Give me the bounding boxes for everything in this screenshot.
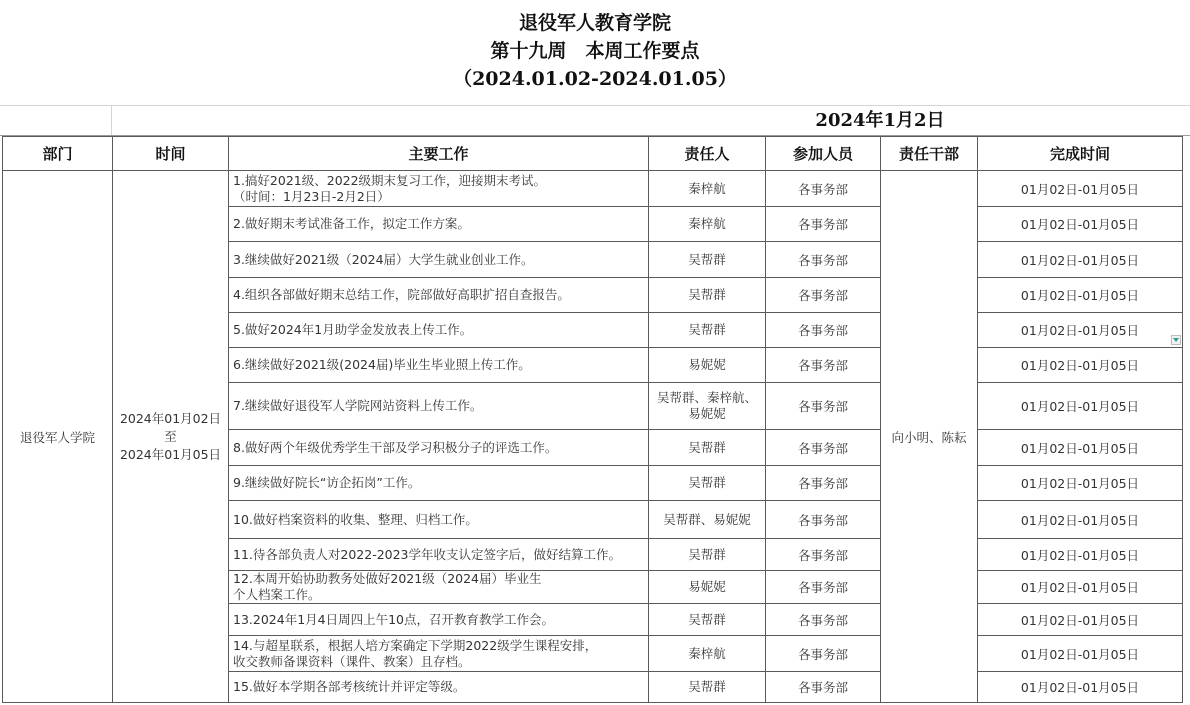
responsible-text: 吴帮群 <box>688 287 726 302</box>
responsible-cell[interactable] <box>649 539 766 571</box>
completion-cell[interactable] <box>978 571 1183 604</box>
responsible-cell[interactable] <box>649 430 766 466</box>
completion-text: 01月02日-01月05日 <box>1020 252 1140 268</box>
task-text: 5.做好2024年1月助学金发放表上传工作。 <box>233 322 473 337</box>
title-week: 第十九周 本周工作要点 <box>490 40 700 62</box>
header-row <box>3 137 1183 171</box>
responsible-text: 吴帮群、易妮妮 <box>663 511 751 527</box>
responsible-cell[interactable] <box>649 604 766 636</box>
task-text: 7.继续做好退役军人学院网站资料上传工作。 <box>233 398 483 413</box>
completion-text: 01月02日-01月05日 <box>1020 288 1140 303</box>
participants-cell[interactable]: 各事务部 <box>766 466 881 501</box>
responsible-cell[interactable] <box>649 672 766 703</box>
completion-cell[interactable] <box>978 636 1183 672</box>
responsible-cell[interactable] <box>649 466 766 501</box>
responsible-text: 吴帮群 <box>688 475 726 490</box>
participants-cell[interactable]: 各事务部 <box>766 430 881 466</box>
task-text: 6.继续做好2021级(2024届)毕业生毕业照上传工作。 <box>233 357 531 372</box>
completion-text: 01月02日-01月05日 <box>1020 399 1140 414</box>
time-cell[interactable] <box>113 171 229 703</box>
task-cell[interactable] <box>229 539 649 571</box>
participants-cell[interactable]: 各事务部 <box>766 171 881 207</box>
completion-text: 01月02日-01月05日 <box>1020 680 1140 695</box>
title-block <box>0 0 1190 106</box>
header-participants[interactable]: 参加人员 <box>766 137 881 171</box>
participants-cell[interactable]: 各事务部 <box>766 672 881 703</box>
participants-cell[interactable]: 各事务部 <box>766 278 881 313</box>
dept-cell[interactable]: 退役军人学院 <box>3 171 113 703</box>
task-text: 4.组织各部做好期末总结工作，院部做好高职扩招自查报告。 <box>233 287 570 302</box>
responsible-text: 吴帮群 <box>688 322 726 337</box>
completion-cell[interactable] <box>978 242 1183 278</box>
completion-text: 01月02日-01月05日 <box>1020 476 1140 491</box>
date-row <box>0 106 1190 136</box>
completion-cell[interactable] <box>978 278 1183 313</box>
task-cell[interactable] <box>229 313 649 348</box>
completion-cell[interactable] <box>978 430 1183 466</box>
task-cell[interactable] <box>229 348 649 383</box>
task-text: 9.继续做好院长“访企拓岗”工作。 <box>233 475 421 490</box>
participants-cell[interactable]: 各事务部 <box>766 501 881 539</box>
participants-cell[interactable]: 各事务部 <box>766 348 881 383</box>
task-cell[interactable] <box>229 278 649 313</box>
completion-text: 01月02日-01月05日 <box>1020 612 1140 628</box>
header-dept[interactable]: 部门 <box>3 137 113 171</box>
responsible-text: 秦梓航 <box>688 216 726 231</box>
responsible-cell[interactable] <box>649 636 766 672</box>
responsible-cell[interactable] <box>649 501 766 539</box>
responsible-text: 吴帮群 <box>688 611 726 627</box>
responsible-cell[interactable] <box>649 383 766 430</box>
task-text: 8.做好两个年级优秀学生干部及学习积极分子的评选工作。 <box>233 439 558 455</box>
responsible-text: 吴帮群 <box>688 546 726 562</box>
completion-text: 01月02日-01月05日 <box>1020 358 1140 373</box>
participants-cell[interactable]: 各事务部 <box>766 383 881 430</box>
responsible-cell[interactable] <box>649 207 766 242</box>
report-date[interactable]: 2024年1月2日 <box>815 110 945 131</box>
completion-text: 01月02日-01月05日 <box>1020 323 1140 338</box>
participants-cell[interactable]: 各事务部 <box>766 636 881 672</box>
task-text-line2: 收交教师备课资料（课件、教案）且存档。 <box>233 653 471 669</box>
responsible-cell[interactable] <box>649 313 766 348</box>
task-cell[interactable] <box>229 242 649 278</box>
header-task[interactable]: 主要工作 <box>229 137 649 171</box>
responsible-cell[interactable] <box>649 242 766 278</box>
task-cell[interactable] <box>229 171 649 207</box>
task-text: 14.与超星联系，根据人培方案确定下学期2022级学生课程安排， <box>233 637 598 653</box>
completion-cell[interactable] <box>978 348 1183 383</box>
task-text: 2.做好期末考试准备工作，拟定工作方案。 <box>233 216 470 231</box>
dropdown-arrow-icon[interactable] <box>1171 335 1181 345</box>
task-cell[interactable] <box>229 672 649 703</box>
header-responsible[interactable]: 责任人 <box>649 137 766 171</box>
responsible-text: 秦梓航 <box>688 645 726 661</box>
responsible-text: 易妮妮 <box>688 579 726 594</box>
responsible-text: 易妮妮 <box>688 357 726 372</box>
task-text-line2: （时间：1月23日-2月2日） <box>233 188 390 204</box>
task-cell[interactable] <box>229 430 649 466</box>
responsible-text: 吴帮群 <box>688 251 726 267</box>
header-time[interactable]: 时间 <box>113 137 229 171</box>
completion-cell[interactable] <box>978 501 1183 539</box>
completion-cell[interactable] <box>978 383 1183 430</box>
responsible-text: 吴帮群、秦梓航、 <box>656 390 757 405</box>
completion-text: 01月02日-01月05日 <box>1020 181 1140 197</box>
responsible-cell[interactable] <box>649 571 766 604</box>
task-cell[interactable] <box>229 604 649 636</box>
completion-cell[interactable] <box>978 539 1183 571</box>
header-completion[interactable]: 完成时间 <box>978 137 1183 171</box>
task-cell[interactable] <box>229 636 649 672</box>
task-text: 12.本周开始协助教务处做好2021级（2024届）毕业生 <box>233 571 542 586</box>
completion-cell[interactable] <box>978 171 1183 207</box>
participants-cell[interactable]: 各事务部 <box>766 539 881 571</box>
task-text: 10.做好档案资料的收集、整理、归档工作。 <box>233 511 478 527</box>
time-to: 至 <box>164 428 177 444</box>
task-cell[interactable] <box>229 383 649 430</box>
completion-text: 01月02日-01月05日 <box>1020 217 1140 232</box>
time-end: 2024年01月05日 <box>119 446 222 462</box>
participants-cell[interactable]: 各事务部 <box>766 313 881 348</box>
task-text: 11.待各部负责人对2022-2023学年收支认定签字后，做好结算工作。 <box>233 546 622 562</box>
cadre-cell[interactable]: 向小明、陈耘 <box>881 171 978 703</box>
completion-text: 01月02日-01月05日 <box>1020 646 1140 662</box>
task-text: 13.2024年1月4日周四上午10点，召开教育教学工作会。 <box>233 611 555 627</box>
task-text: 15.做好本学期各部考核统计并评定等级。 <box>233 679 466 694</box>
responsible-text: 吴帮群 <box>688 439 726 455</box>
participants-cell[interactable]: 各事务部 <box>766 207 881 242</box>
completion-cell[interactable] <box>978 466 1183 501</box>
task-cell[interactable] <box>229 571 649 604</box>
responsible-cell[interactable] <box>649 171 766 207</box>
participants-cell[interactable]: 各事务部 <box>766 571 881 604</box>
responsible-cell[interactable] <box>649 348 766 383</box>
completion-text: 01月02日-01月05日 <box>1020 440 1140 456</box>
header-cadre[interactable]: 责任干部 <box>881 137 978 171</box>
completion-text: 01月02日-01月05日 <box>1020 512 1140 528</box>
completion-cell[interactable] <box>978 672 1183 703</box>
time-start: 2024年01月02日 <box>119 410 222 426</box>
responsible-cell[interactable] <box>649 278 766 313</box>
title-school: 退役军人教育学院 <box>518 12 671 34</box>
task-cell[interactable] <box>229 207 649 242</box>
task-text: 1.搞好2021级、2022级期末复习工作，迎接期末考试。 <box>233 172 547 188</box>
completion-text: 01月02日-01月05日 <box>1020 580 1140 595</box>
responsible-text-line2: 易妮妮 <box>688 406 726 421</box>
title-date-range: （2024.01.02-2024.01.05） <box>453 68 737 90</box>
task-text-line2: 个人档案工作。 <box>233 587 321 602</box>
task-cell[interactable] <box>229 501 649 539</box>
task-text: 3.继续做好2021级（2024届）大学生就业创业工作。 <box>233 251 534 267</box>
work-plan-table <box>2 136 1183 703</box>
participants-cell[interactable]: 各事务部 <box>766 242 881 278</box>
completion-cell[interactable] <box>978 207 1183 242</box>
completion-cell[interactable] <box>978 313 1183 348</box>
table-row <box>3 171 1183 207</box>
completion-cell[interactable] <box>978 604 1183 636</box>
responsible-text: 秦梓航 <box>688 180 726 196</box>
completion-text: 01月02日-01月05日 <box>1020 547 1140 563</box>
task-cell[interactable] <box>229 466 649 501</box>
date-row-spacer-cell[interactable] <box>0 106 112 135</box>
responsible-text: 吴帮群 <box>688 679 726 694</box>
participants-cell[interactable]: 各事务部 <box>766 604 881 636</box>
